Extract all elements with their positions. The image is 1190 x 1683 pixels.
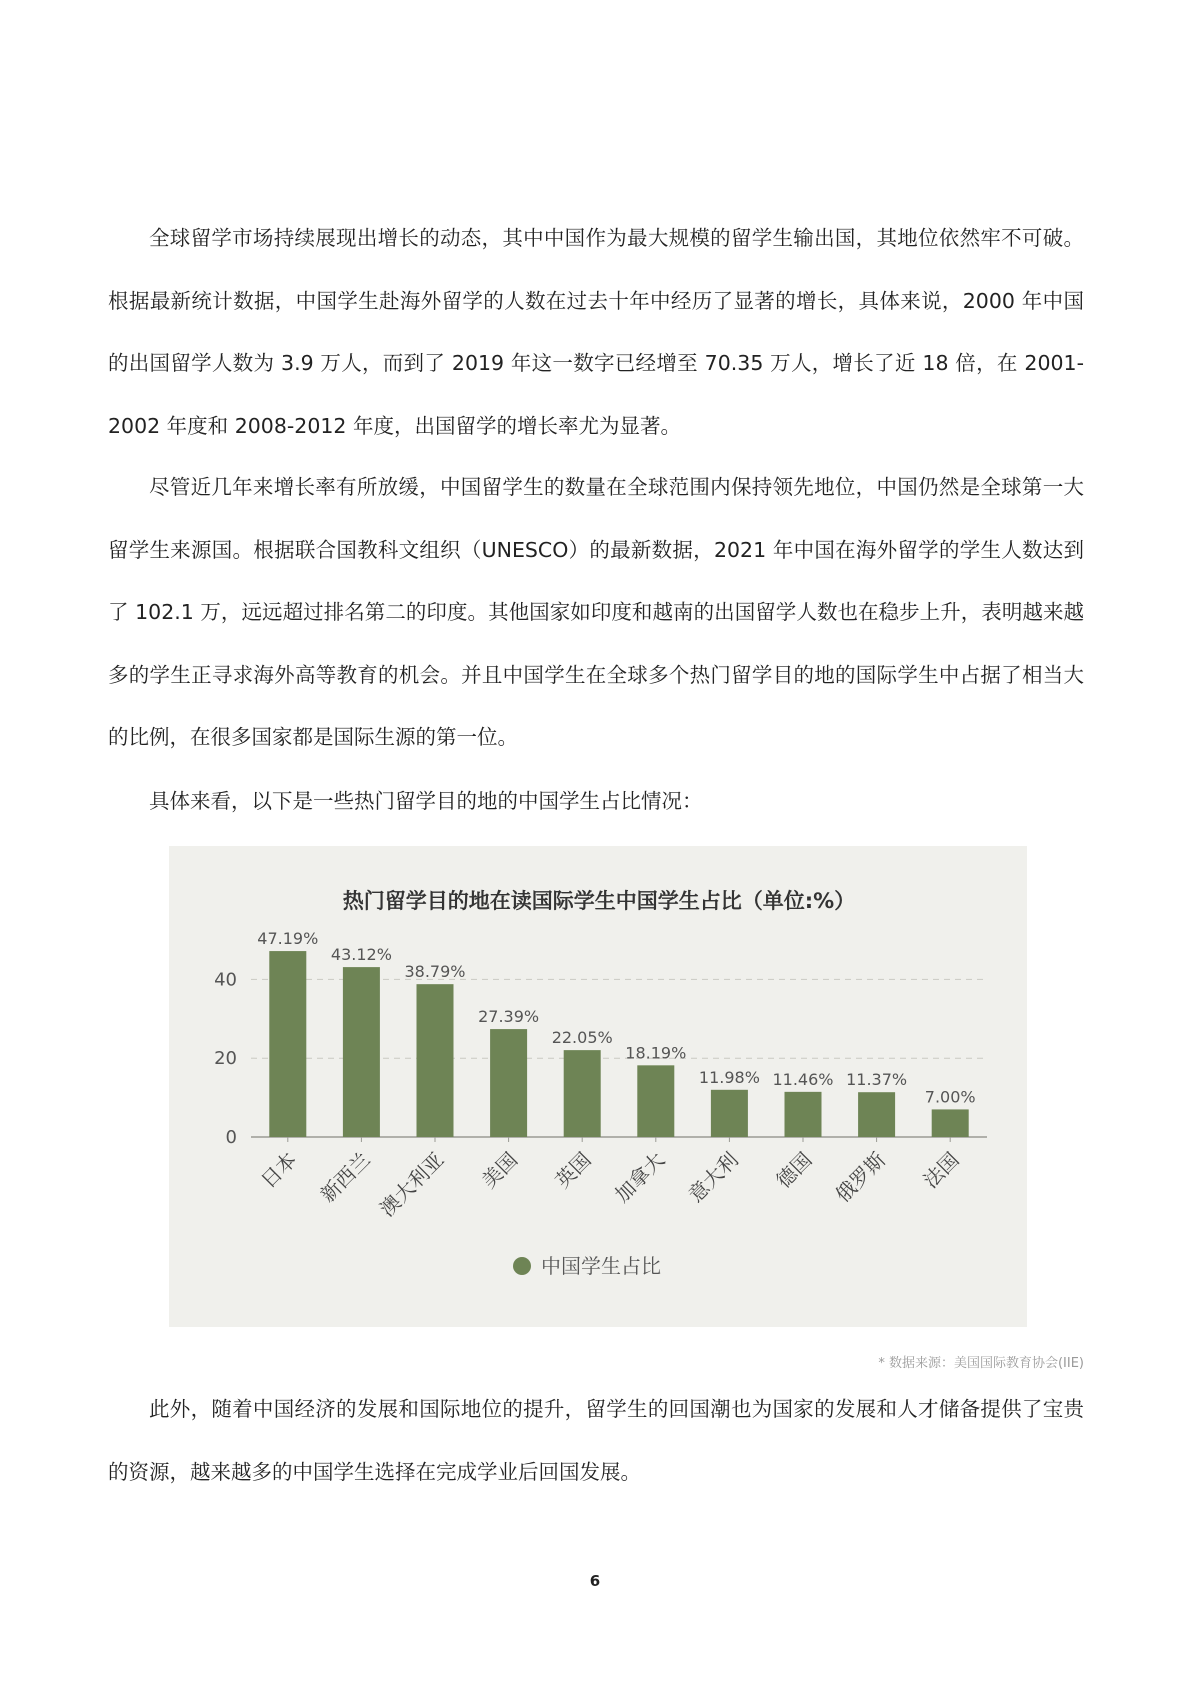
paragraph-1: 全球留学市场持续展现出增长的动态，其中中国作为最大规模的留学生输出国，其地位依然牢不可破。根据最新统计数据，中国学生赴海外留学的人数在过去十年中经历了显著的增长，具体来说，2000 年中国的出国留学人数为 3.9 万人，而到了 2019 年这一数字已经增至 70.35 万人，增长了近 18 倍，在 2001-2002 年度和 2008-2012 年度，出国留学的增长率尤为显著。 [108, 226, 1084, 438]
data-label: 43.12% [330, 945, 392, 965]
bar [858, 1092, 895, 1137]
y-tick-label: 0 [225, 1127, 237, 1148]
category-label: 澳大利亚 [374, 1147, 449, 1222]
category-label: 意大利 [683, 1147, 743, 1207]
bar [269, 951, 306, 1137]
category-label: 加拿大 [609, 1147, 670, 1207]
paragraph-4: 此外，随着中国经济的发展和国际地位的提升，留学生的回国潮也为国家的发展和人才储备提供了宝贵的资源，越来越多的中国学生选择在完成学业后回国发展。 [108, 1397, 1084, 1484]
data-label: 38.79% [404, 962, 466, 982]
data-label: 27.39% [478, 1007, 540, 1027]
data-label: 11.46% [772, 1069, 834, 1089]
paragraph-3: 具体来看，以下是一些热门留学目的地的中国学生占比情况： [149, 789, 703, 813]
bar [490, 1029, 527, 1137]
y-tick-label: 20 [214, 1048, 237, 1070]
data-label: 11.37% [846, 1070, 908, 1090]
bar-chart [169, 846, 1027, 1327]
category-label: 法国 [918, 1147, 964, 1193]
category-label: 日本 [256, 1147, 302, 1193]
category-label: 俄罗斯 [830, 1147, 891, 1207]
category-label: 英国 [550, 1147, 596, 1193]
bar [417, 984, 454, 1137]
category-label: 新西兰 [315, 1147, 375, 1207]
bar [343, 967, 380, 1137]
bar [637, 1065, 674, 1137]
data-label: 47.19% [257, 929, 319, 949]
data-label: 7.00% [924, 1087, 976, 1107]
bar-chart-panel [169, 846, 1027, 1327]
paragraph-2: 尽管近几年来增长率有所放缓，中国留学生的数量在全球范围内保持领先地位，中国仍然是全球第一大留学生来源国。根据联合国教科文组织（UNESCO）的最新数据，2021 年中国在海外留学的学生人数达到了 102.1 万，远远超过排名第二的印度。其他国家如印度和越南的出国留学人数也在稳步上升，表明越来越多的学生正寻求海外高等教育的机会。并且中国学生在全球多个热门留学目的地的国际学生中占据了相当大的比例，在很多国家都是国际生源的第一位。 [108, 475, 1084, 749]
y-tick-label: 40 [214, 969, 237, 991]
bar [564, 1050, 601, 1137]
chart-title: 热门留学目的地在读国际学生中国学生占比（单位:%） [342, 889, 856, 913]
data-source-note: * 数据来源：美国国际教育协会(IIE) [878, 1356, 1084, 1371]
data-label: 18.19% [625, 1043, 687, 1063]
bar [932, 1109, 969, 1137]
bar [711, 1090, 748, 1137]
data-label: 22.05% [551, 1028, 613, 1048]
bar [785, 1092, 822, 1137]
data-label: 11.98% [698, 1067, 760, 1087]
legend-label: 中国学生占比 [541, 1254, 661, 1278]
legend-marker [513, 1257, 531, 1275]
page-number: 6 [589, 1572, 601, 1590]
category-label: 德国 [771, 1147, 817, 1193]
category-label: 美国 [476, 1147, 523, 1193]
